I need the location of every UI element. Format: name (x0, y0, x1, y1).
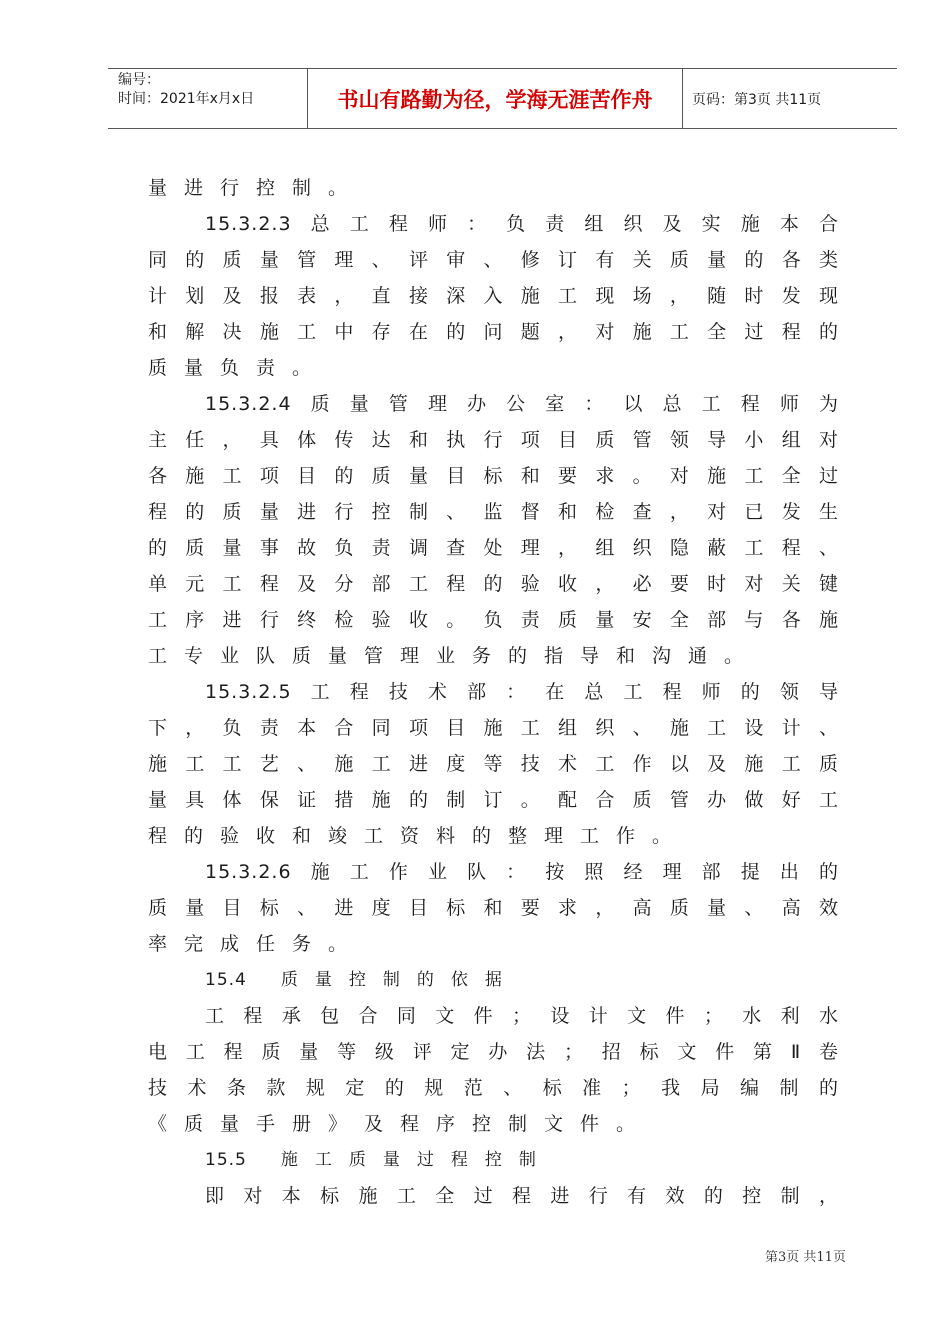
section-number: 15.4 (205, 970, 247, 990)
body-line: 和解决施工中存在的问题，对施工全过程的 (148, 321, 855, 343)
body-line: 施工工艺、施工进度等技术工作以及施工质 (148, 753, 855, 775)
body-line: 量进行控制。 (148, 177, 365, 199)
body-line: 工序进行终检验收。负责质量安全部与各施 (148, 609, 855, 631)
body-line: 电工程质量等级评定办法；招标文件第Ⅱ卷 (148, 1041, 855, 1063)
body-line: 的质量事故负责调查处理，组织隐蔽工程、 (148, 537, 855, 559)
body-line: 质量负责。 (148, 357, 329, 379)
section-number: 15.3.2.6 (205, 861, 292, 883)
body-line: 同的质量管理、评审、修订有关质量的各类 (148, 249, 855, 271)
section-heading: 15.4 质量控制的依据 (205, 970, 519, 990)
section-number: 15.3.2.5 (205, 681, 292, 703)
body-line: 工专业队质量管理业务的指导和沟通。 (148, 645, 761, 667)
body-line: 各施工项目的质量目标和要求。对施工全过 (148, 465, 855, 487)
body-line: 率完成任务。 (148, 933, 365, 955)
body-line: 15.3.2.5 工程技术部：在总工程师的领导 (205, 681, 855, 703)
body-line: 《质量手册》及程序控制文件。 (148, 1113, 653, 1135)
body-line: 工程承包合同文件；设计文件；水利水 (205, 1005, 855, 1027)
body-line: 15.3.2.3 总工程师：负责组织及实施本合 (205, 213, 855, 235)
body-line: 下，负责本合同项目施工组织、施工设计、 (148, 717, 855, 739)
header-motto: 书山有路勤为径，学海无涯苦作舟 (308, 69, 683, 128)
body-line: 程的质量进行控制、监督和检查，对已发生 (148, 501, 855, 523)
body-line: 质量目标、进度目标和要求，高质量、高效 (148, 897, 855, 919)
document-time-label: 时间：2021年x月x日 (118, 91, 255, 107)
body-line: 单元工程及分部工程的验收，必要时对关键 (148, 573, 855, 595)
body-line: 量具体保证措施的制订。配合质管办做好工 (148, 789, 855, 811)
body-line: 计划及报表，直接深入施工现场，随时发现 (148, 285, 855, 307)
body-line: 15.3.2.6 施工作业队：按照经理部提出的 (205, 861, 855, 883)
section-heading: 15.5 施工质量过程控制 (205, 1150, 553, 1170)
body-line: 程的验收和竣工资料的整理工作。 (148, 825, 689, 847)
document-number-label: 编号： (118, 72, 160, 88)
body-line: 15.3.2.4 质量管理办公室：以总工程师为 (205, 393, 855, 415)
body-line: 主任，具体传达和执行项目质管领导小组对 (148, 429, 855, 451)
page-header (108, 68, 897, 129)
footer-page-number: 第3页 共11页 (765, 1250, 846, 1265)
section-number: 15.5 (205, 1150, 247, 1170)
section-number: 15.3.2.4 (205, 393, 292, 415)
header-info-cell (108, 69, 308, 128)
header-page-label: 页码：第3页 共11页 (692, 91, 822, 108)
body-line: 技术条款规定的规范、标准；我局编制的 (148, 1077, 855, 1099)
body-line: 即对本标施工全过程进行有效的控制， (205, 1185, 855, 1207)
section-number: 15.3.2.3 (205, 213, 292, 235)
body-text (148, 170, 855, 1214)
